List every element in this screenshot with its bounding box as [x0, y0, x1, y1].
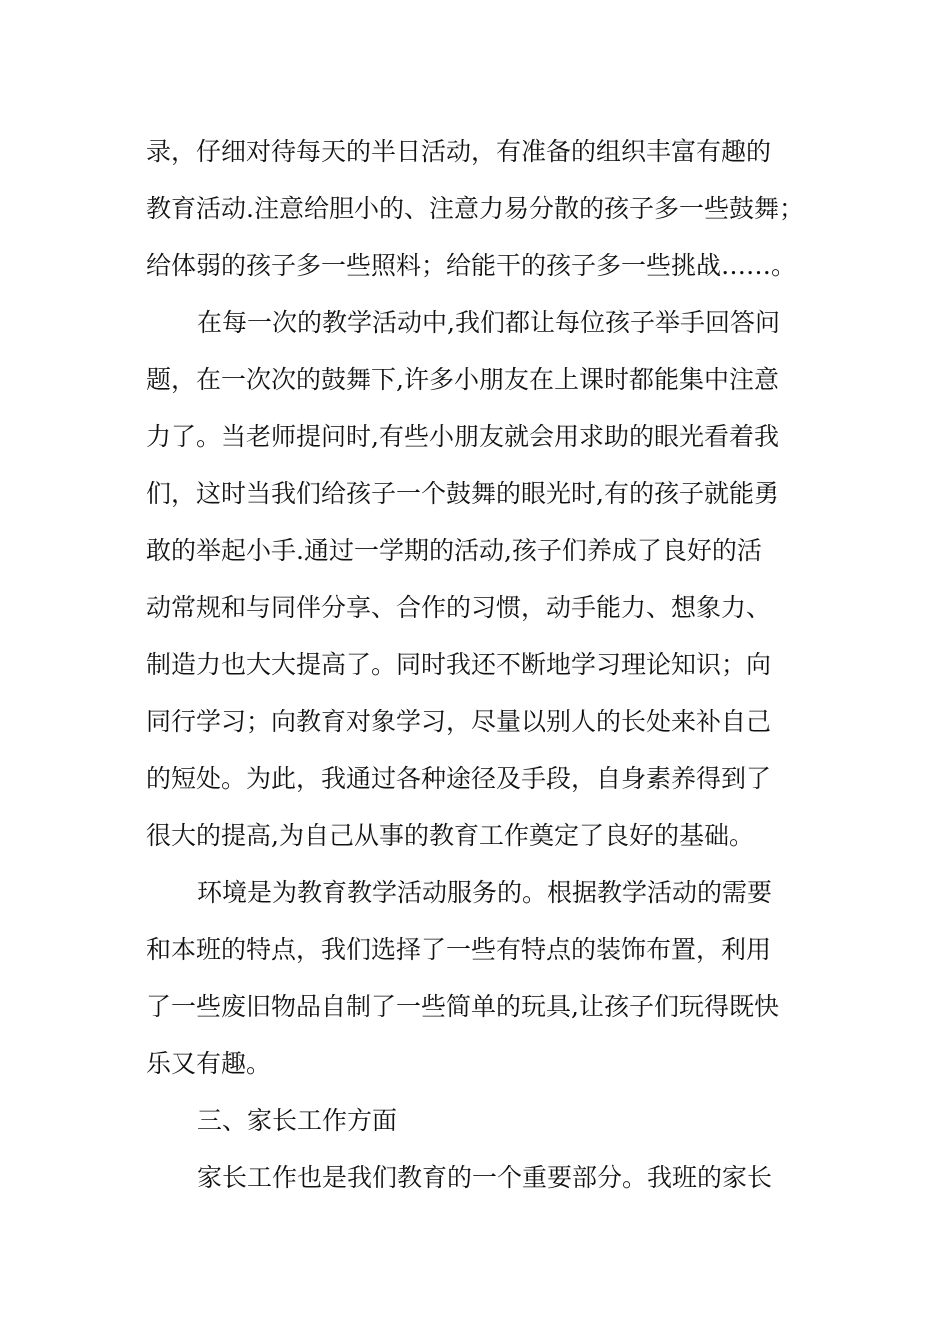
text-line: 们，这时当我们给孩子一个鼓舞的眼光时,有的孩子就能勇: [146, 479, 779, 508]
text-line: 敢的举起小手.通过一学期的活动,孩子们养成了良好的活: [146, 536, 762, 565]
text-line: 了一些废旧物品自制了一些简单的玩具,让孩子们玩得既快: [146, 992, 779, 1021]
paragraph-first-line: 家长工作也是我们教育的一个重要部分。我班的家长: [197, 1163, 773, 1192]
text-line: 和本班的特点，我们选择了一些有特点的装饰布置，利用: [146, 935, 772, 964]
paragraph-first-line: 环境是为教育教学活动服务的。根据教学活动的需要: [197, 878, 773, 907]
text-line: 给体弱的孩子多一些照料；给能干的孩子多一些挑战……。: [146, 251, 797, 280]
text-line: 乐又有趣。: [146, 1049, 272, 1078]
text-line: 教育活动.注意给胆小的、注意力易分散的孩子多一些鼓舞；: [146, 194, 804, 223]
paragraph-first-line: 在每一次的教学活动中,我们都让每位孩子举手回答问: [197, 308, 780, 337]
section-heading: 三、家长工作方面: [197, 1106, 398, 1135]
text-line: 的短处。为此，我通过各种途径及手段，自身素养得到了: [146, 764, 772, 793]
text-line: 录，仔细对待每天的半日活动，有准备的组织丰富有趣的: [146, 137, 772, 166]
text-line: 动常规和与同伴分享、合作的习惯，动手能力、想象力、: [146, 593, 772, 622]
text-line: 同行学习；向教育对象学习，尽量以别人的长处来补自己: [146, 707, 772, 736]
text-line: 力了。当老师提问时,有些小朋友就会用求助的眼光看着我: [146, 422, 779, 451]
text-line: 题，在一次次的鼓舞下,许多小朋友在上课时都能集中注意: [146, 365, 779, 394]
text-line: 很大的提高,为自己从事的教育工作奠定了良好的基础。: [146, 821, 754, 850]
text-line: 制造力也大大提高了。同时我还不断地学习理论知识；向: [146, 650, 772, 679]
